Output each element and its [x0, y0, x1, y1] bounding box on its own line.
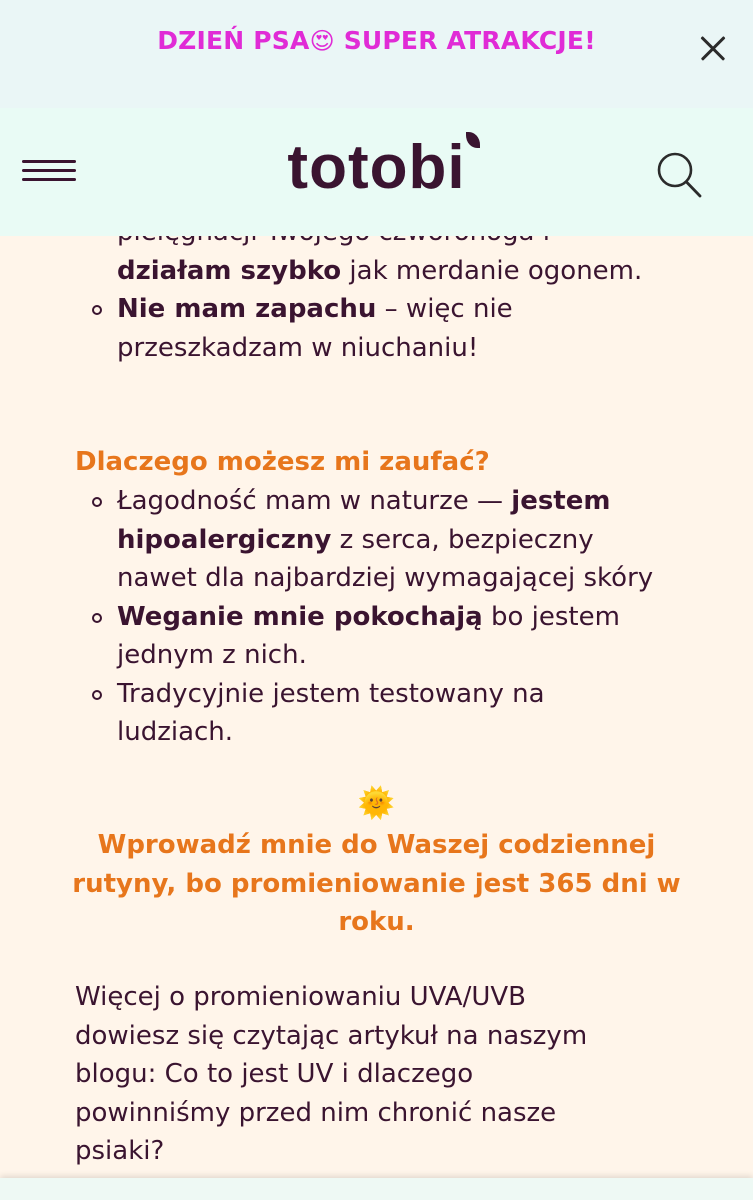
list-item	[117, 675, 657, 752]
list-item-text: z serca, bezpieczny nawet dla najbardziej wymagającej skóry	[117, 524, 654, 593]
benefits-list	[117, 213, 657, 367]
sun-emoji: 🌞	[357, 786, 396, 821]
list-item-text: Tradycyjnie jestem testowany na ludziach.	[117, 678, 545, 747]
blog-paragraph: Więcej o promieniowaniu UVA/UVB dowiesz się czytając artykuł na naszym blogu: Co to jest UV i dlaczego powinniśmy przed nim chronić nasze psiaki?	[75, 982, 588, 1166]
bullet-icon	[92, 613, 102, 623]
trust-list	[117, 482, 657, 752]
list-item	[117, 482, 657, 598]
heart-eyes-emoji: 😍	[309, 27, 335, 55]
search-icon[interactable]	[655, 150, 703, 200]
list-item-bold: jestem hipoalergiczny	[117, 486, 611, 555]
trust-heading: Dlaczego możesz mi zaufać?	[75, 447, 490, 477]
promo-text[interactable]	[0, 26, 753, 55]
bottom-bar	[0, 1178, 753, 1200]
list-item-bold: działam szybko	[117, 255, 342, 286]
close-icon[interactable]	[699, 34, 727, 62]
list-item-text: – więc nie przeszkadzam w niuchaniu!	[117, 294, 513, 363]
list-item	[117, 598, 657, 675]
bullet-icon	[92, 497, 102, 507]
list-item	[117, 290, 657, 367]
bullet-icon	[92, 305, 102, 315]
promo-text-start: DZIEŃ PSA	[157, 26, 310, 55]
list-item-bold: Nie mam zapachu	[117, 294, 377, 324]
list-item-text: Łagodność mam w naturze —	[117, 486, 512, 516]
list-item-bold: Weganie mnie pokochają	[117, 601, 483, 632]
list-item-text: jak merdanie ogonem.	[341, 255, 643, 286]
product-description	[0, 190, 753, 1200]
bullet-icon	[92, 690, 102, 700]
site-header	[0, 108, 753, 236]
logo[interactable]: totobi	[287, 133, 466, 202]
list-item-text: bo jestem jednym z nich.	[117, 601, 620, 670]
promo-text-end: SUPER ATRAKCJE!	[334, 26, 596, 55]
cta-text: Wprowadź mnie do Waszej codziennej rutyny, bo promieniowanie jest 365 dni w roku.	[72, 830, 681, 937]
promo-bar	[0, 0, 753, 108]
list-item	[117, 252, 657, 291]
